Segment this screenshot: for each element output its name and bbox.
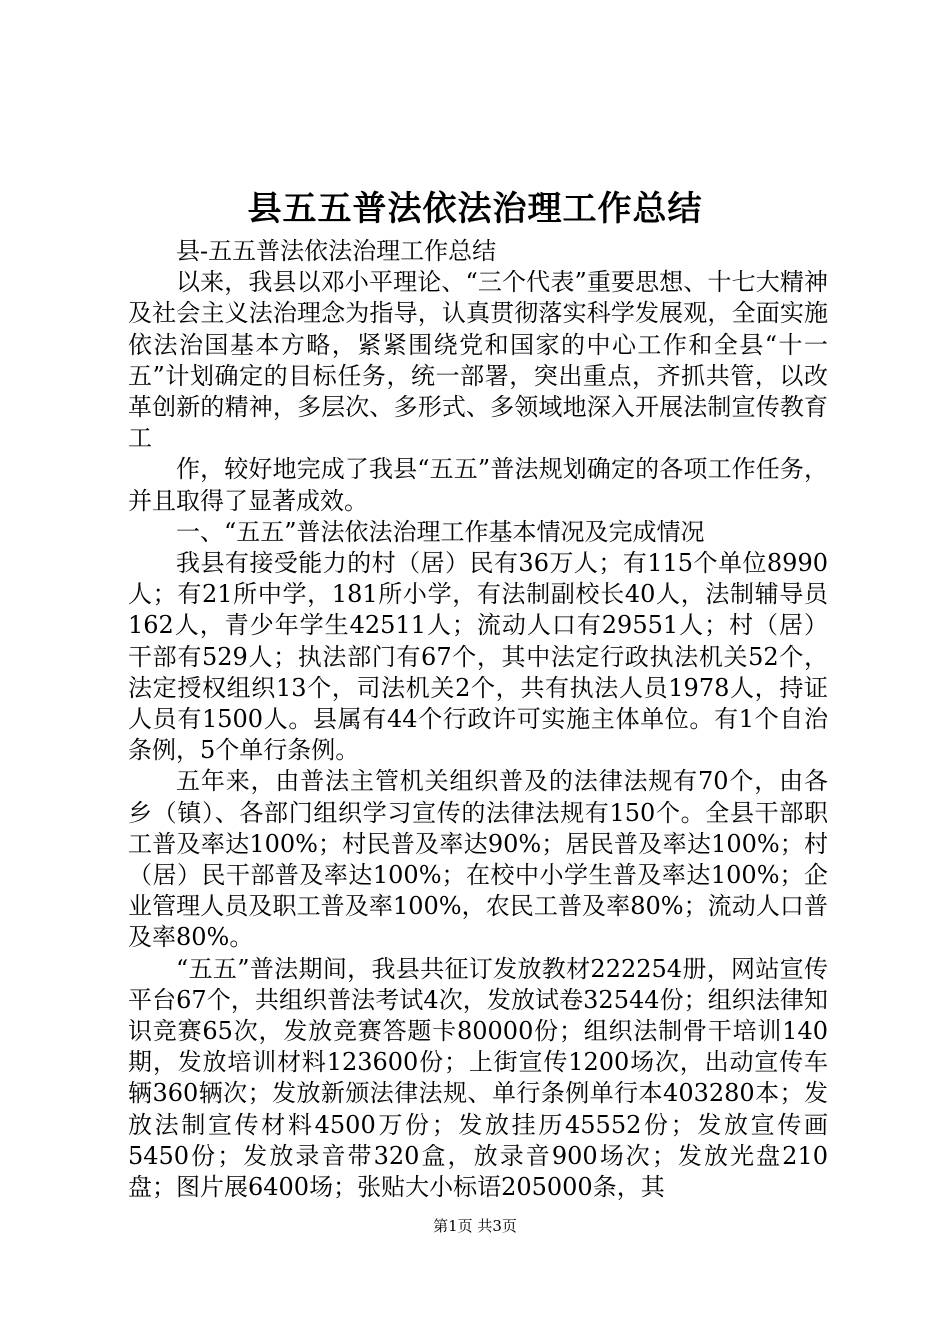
page-number-footer: 第1页 共3页 bbox=[433, 1217, 517, 1235]
paragraph-materials-distributed: “五五”普法期间，我县共征订发放教材222254册，网站宣传平台67个，共组织普法考试4次，发放试卷32544份；组织法律知识竞赛65次，发放竞赛答题卡80000份；组织法制骨干培训140期，发放培训材料123600份；上街宣传1200场次，出动宣传车辆360辆次；发放新颁法律法规、单行条例单行本403280本；发放法制宣传材料4500万份；发放挂历45552份；发放宣传画5450份；发放录音带320盒，放录音900场次；发放光盘210盘；图片展6400场；张贴大小标语205000条，其 bbox=[128, 954, 828, 1202]
paragraph-coverage-rates: 五年来，由普法主管机关组织普及的法律法规有70个，由各乡（镇）、各部门组织学习宣传的法律法规有150个。全县干部职工普及率达100%；村民普及率达90%；居民普及率达100%；村（居）民干部普及率达100%；在校中小学生普及率达100%；企业管理人员及职工普及率100%，农民工普及率80%；流动人口普及率80%。 bbox=[128, 767, 828, 952]
document-subtitle: 县-五五普法依法治理工作总结 bbox=[176, 237, 497, 265]
document-body bbox=[128, 236, 828, 1203]
paragraph-population-stats: 我县有接受能力的村（居）民有36万人；有115个单位8990人；有21所中学，181所小学，有法制副校长40人，法制辅导员162人，青少年学生42511人；流动人口有29551人；村（居）干部有529人；执法部门有67个，其中法定行政执法机关52个，法定授权组织13个，司法机关2个，共有执法人员1978人，持证人员有1500人。县属有44个行政许可实施主体单位。有1个自治条例，5个单行条例。 bbox=[128, 549, 828, 765]
document-title: 县五五普法依法治理工作总结 bbox=[247, 189, 703, 229]
section-heading-1: 一、“五五”普法依法治理工作基本情况及完成情况 bbox=[176, 517, 705, 546]
paragraph-intro: 以来，我县以邓小平理论、“三个代表”重要思想、十七大精神及社会主义法治理念为指导，认真贯彻落实科学发展观，全面实施依法治国基本方略，紧紧围绕党和国家的中心工作和全县“十一五”计划确定的目标任务，统一部署，突出重点，齐抓共管，以改革创新的精神，多层次、多形式、多领域地深入开展法制宣传教育工 bbox=[128, 268, 828, 453]
paragraph-intro-continued: 作，较好地完成了我县“五五”普法规划确定的各项工作任务，并且取得了显著成效。 bbox=[128, 455, 828, 515]
